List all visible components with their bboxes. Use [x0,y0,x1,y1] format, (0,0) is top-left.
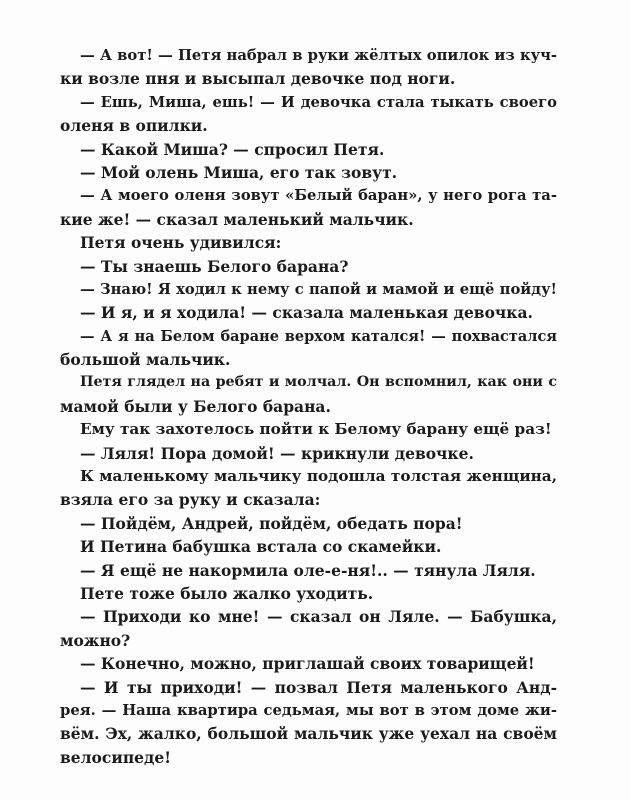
text-line: Петя очень удивился: [80,233,282,253]
story-text [60,44,557,769]
text-line: — А моего оленя зовут «Белый баран», у него рога та- [80,187,557,205]
text-line: кие же! — сказал маленький мальчик. [60,209,414,229]
text-line: большой мальчик. [60,350,231,370]
text-line: Петя глядел на ребят и молчал. Он вспомнил, как они с [80,374,557,391]
text-line: — Конечно, можно, приглашай своих товарищей! [80,654,535,674]
text-line: — Ляля! Пора домой! — крикнули девочке. [80,443,474,463]
text-line: — Приходи ко мне! — сказал он Ляле. — Бабушка, [80,607,557,627]
text-line: оленя в опилки. [60,116,208,136]
text-line: Ему так захотелось пойти к Белому барану ещё раз! [80,420,552,439]
text-line: вём. Эх, жалко, большой мальчик уже уехал на своём [60,724,557,744]
text-line: — А вот! — Петя набрал в руки жёлтых опилок из куч- [80,47,557,64]
text-line: — Какой Миша? — спросил Петя. [80,139,385,159]
text-line: взяла его за руку и сказала: [60,490,321,510]
text-line: Пете тоже было жалко уходить. [80,583,374,603]
text-line: ки возле пня и высыпал девочке под ноги. [60,69,456,89]
text-line: И Петина бабушка встала со скамейки. [80,537,442,557]
text-line: — Пойдём, Андрей, пойдём, обедать пора! [80,513,463,533]
text-line: велосипеде! [60,747,172,767]
text-line: мамой были у Белого барана. [60,396,331,416]
text-line: — И я, и я ходила! — сказала маленькая девочка. [80,303,533,323]
text-line: можно? [60,630,131,650]
text-line: — И ты приходи! — позвал Петя маленького Анд- [80,677,557,697]
text-line: — Ешь, Миша, ешь! — И девочка стала тыкать своего [80,93,557,111]
text-line: — А я на Белом баране верхом катался! — похвастался [80,327,557,345]
text-line: К маленькому мальчику подошла толстая женщина, [80,467,557,486]
text-line: — Знаю! Я ходил к нему с папой и мамой и ещё пойду! [80,280,557,298]
text-line: — Ты знаешь Белого барана? [80,256,349,276]
text-line: — Я ещё не накормила оле-е-ня!.. — тянула Ляля. [80,560,536,580]
text-line: — Мой олень Миша, его так зовут. [80,162,398,182]
text-line: рея. — Наша квартира седьмая, мы вот в этом доме жи- [60,701,557,719]
